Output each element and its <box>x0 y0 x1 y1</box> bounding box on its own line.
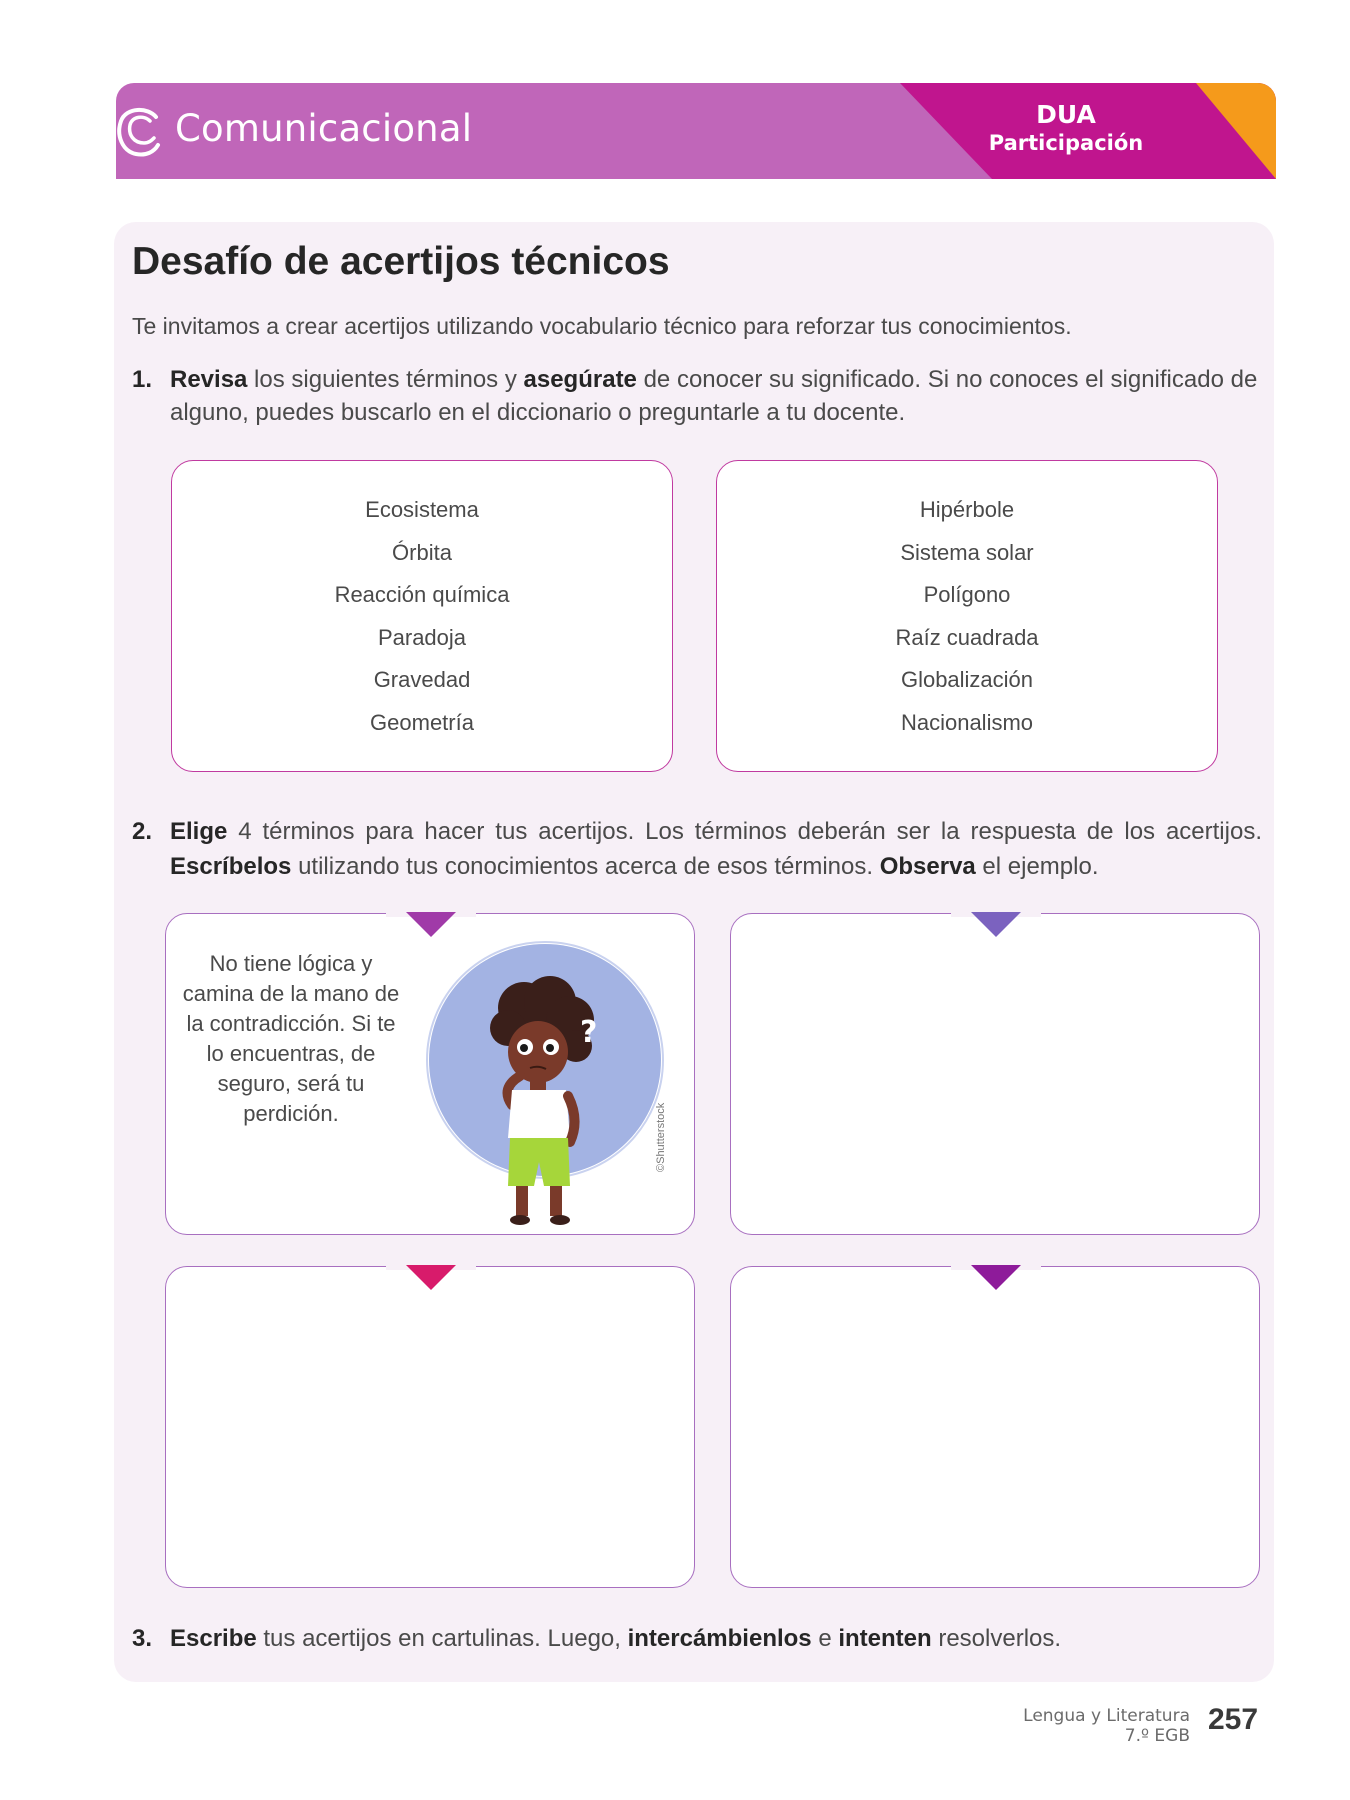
terms-list-left <box>172 461 672 744</box>
term-item: Reacción química <box>334 582 510 607</box>
step-3 <box>132 1622 1262 1655</box>
term-item: Geometría <box>370 709 474 735</box>
comunicacional-logo-icon <box>116 105 162 159</box>
grade-label: 7.º EGB <box>1124 1726 1190 1746</box>
triangle-marker-icon <box>971 912 1021 937</box>
section-title: Comunicacional <box>175 107 473 150</box>
step-2-text <box>170 814 1262 884</box>
term-item: Ecosistema <box>365 497 479 522</box>
dua-subtitle: Participación <box>988 131 1144 155</box>
instruction-text: utilizando tus conocimientos acerca de esos términos. <box>291 853 880 880</box>
instruction-text: tus acertijos en cartulinas. Luego, <box>256 1625 628 1652</box>
term-item: Nacionalismo <box>900 709 1034 735</box>
triangle-marker-icon <box>406 912 456 937</box>
subject-name: Lengua y Literatura <box>1023 1706 1190 1726</box>
instruction-verb: Elige <box>170 818 228 845</box>
instruction-text: los siguientes términos y <box>247 366 524 393</box>
riddle-box-2[interactable] <box>730 913 1260 1235</box>
image-credit: ©Shutterstock <box>655 1102 667 1172</box>
example-riddle-text: No tiene lógica y camina de la mano de la contradicción. Si te lo encuentras, de seguro, será tu perdición. <box>182 951 400 1126</box>
step-number: 1. <box>132 366 153 393</box>
step-2 <box>132 814 1262 884</box>
instruction-verb: Revisa <box>170 366 248 393</box>
activity-title: Desafío de acertijos técnicos <box>132 240 670 283</box>
activity-intro: Te invitamos a crear acertijos utilizando vocabulario técnico para reforzar tus conocimientos. <box>132 313 1072 339</box>
svg-text:?: ? <box>580 1015 598 1050</box>
triangle-marker-icon <box>406 1265 456 1290</box>
term-item: Órbita <box>392 539 452 565</box>
riddle-box-3[interactable] <box>165 1266 695 1588</box>
terms-box-left <box>171 460 673 772</box>
page-number: 257 <box>1208 1703 1259 1736</box>
thinking-girl-illustration <box>420 940 670 1230</box>
step-number: 2. <box>132 818 153 845</box>
instruction-verb: Escríbelos <box>170 853 292 880</box>
terms-list-right <box>717 461 1217 744</box>
step-3-text <box>170 1622 1262 1655</box>
instruction-text: e <box>811 1625 839 1652</box>
term-item: Hipérbole <box>919 497 1015 522</box>
instruction-text: de conocer su significado. Si no conoces el significado de alguno, puedes buscarlo en el diccionario o preguntarle a tu docente. <box>170 366 1258 426</box>
step-number: 3. <box>132 1625 153 1652</box>
dua-badge <box>986 101 1146 157</box>
instruction-verb: intercámbienlos <box>627 1625 812 1652</box>
instruction-verb: Escribe <box>170 1625 257 1652</box>
instruction-text: 4 términos para hacer tus acertijos. Los términos deberán ser la respuesta de los acertijos. <box>227 818 1262 845</box>
dua-title: DUA <box>1036 100 1096 129</box>
term-item: Sistema solar <box>900 539 1034 565</box>
instruction-text: resolverlos. <box>931 1625 1062 1652</box>
step-1-text <box>170 363 1262 429</box>
term-item: Raíz cuadrada <box>895 624 1039 650</box>
instruction-verb: intenten <box>838 1625 932 1652</box>
step-1 <box>132 363 1262 429</box>
term-item: Polígono <box>923 582 1011 607</box>
riddle-box-4[interactable] <box>730 1266 1260 1588</box>
terms-box-right <box>716 460 1218 772</box>
term-item: Gravedad <box>373 667 471 692</box>
triangle-marker-icon <box>971 1265 1021 1290</box>
instruction-verb: asegúrate <box>523 366 637 393</box>
term-item: Globalización <box>900 667 1034 692</box>
footer-subject <box>1000 1706 1190 1746</box>
instruction-text: el ejemplo. <box>975 853 1099 880</box>
section-header-band <box>116 83 1276 179</box>
term-item: Paradoja <box>377 624 467 650</box>
instruction-verb: Observa <box>879 853 976 880</box>
